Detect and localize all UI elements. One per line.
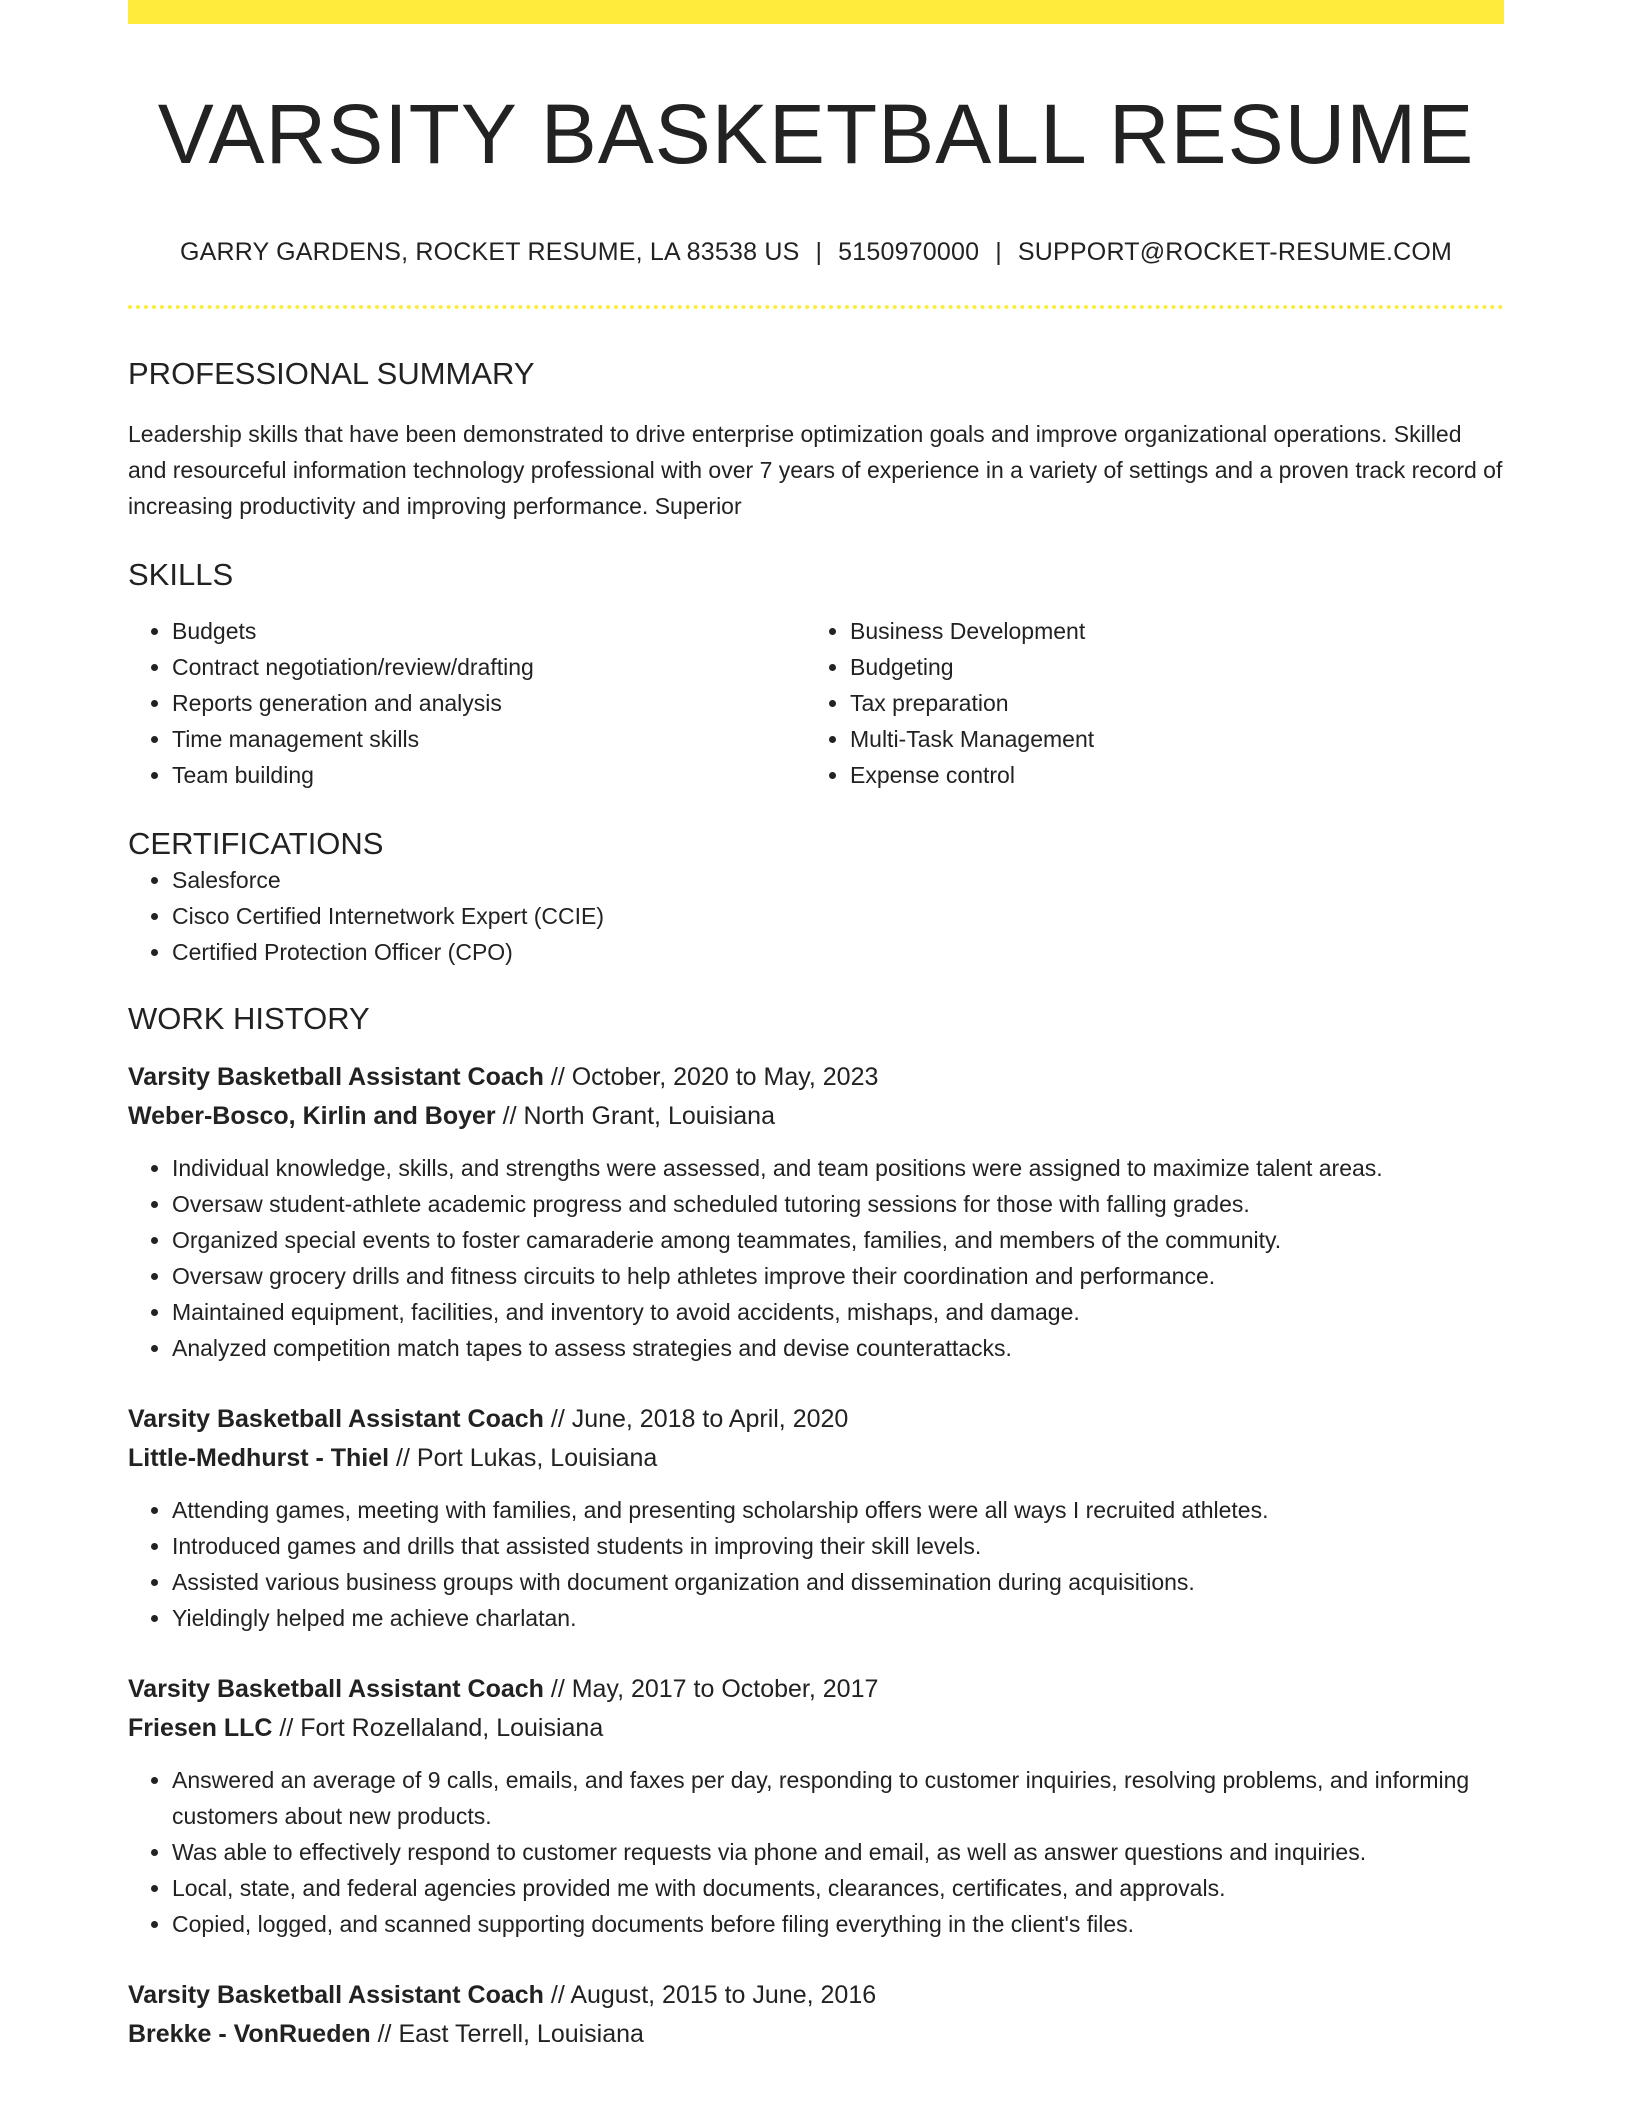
job-bullets — [128, 1492, 1504, 1636]
job-title: Varsity Basketball Assistant Coach — [128, 1404, 544, 1433]
job-bullet: • Organized special events to foster camaraderie among teammates, families, and members of the community. — [172, 1222, 1504, 1258]
job-company: Weber-Bosco, Kirlin and Boyer — [128, 1101, 496, 1130]
job-title-line — [128, 1976, 1504, 2015]
certification-item: • Salesforce — [172, 862, 1504, 898]
skills-heading: SKILLS — [128, 556, 234, 592]
job-bullet: • Analyzed competition match tapes to assess strategies and devise counterattacks. — [172, 1330, 1504, 1366]
skills-grid — [128, 613, 1504, 793]
job-location: // North Grant, Louisiana — [495, 1101, 775, 1130]
job-company: Brekke - VonRueden — [128, 2019, 371, 2048]
job-bullet: • Maintained equipment, facilities, and inventory to avoid accidents, mishaps, and damage. — [172, 1294, 1504, 1330]
job-location: // East Terrell, Louisiana — [370, 2019, 644, 2048]
accent-top-bar — [128, 0, 1504, 24]
job-bullet: • Oversaw student-athlete academic progress and scheduled tutoring sessions for those with falling grades. — [172, 1186, 1504, 1222]
contact-email: SUPPORT@ROCKET-RESUME.COM — [1017, 237, 1453, 266]
contact-separator: | — [815, 237, 823, 266]
skill-item: • Budgets — [172, 613, 806, 649]
certifications-list — [128, 862, 1504, 970]
certifications-heading: CERTIFICATIONS — [128, 826, 384, 862]
job-company-line — [128, 1439, 1504, 1478]
work-history-heading: WORK HISTORY — [128, 1001, 370, 1037]
job-bullet: • Assisted various business groups with document organization and dissemination during acquisitions. — [172, 1564, 1504, 1600]
job-bullet: • Yieldingly helped me achieve charlatan. — [172, 1600, 1504, 1636]
job-location: // Port Lukas, Louisiana — [389, 1443, 658, 1472]
contact-separator: | — [995, 237, 1002, 266]
job-title: Varsity Basketball Assistant Coach — [128, 1674, 544, 1703]
job-title: Varsity Basketball Assistant Coach — [128, 1980, 544, 2009]
job-bullet: • Copied, logged, and scanned supporting documents before filing everything in the client's files. — [172, 1906, 1504, 1942]
certification-item: • Certified Protection Officer (CPO) — [172, 934, 1504, 970]
resume-title: VARSITY BASKETBALL RESUME — [157, 87, 1475, 181]
summary-heading: PROFESSIONAL SUMMARY — [128, 355, 535, 391]
job-dates: // October, 2020 to May, 2023 — [543, 1062, 879, 1091]
job-dates: // August, 2015 to June, 2016 — [543, 1980, 877, 2009]
summary-text: Leadership skills that have been demonstrated to drive enterprise optimization goals and improve organizational operations. Skilled and resourceful information technology professional with over 7 years of experience in a variety of settings and a proven track record of increasing productivity and improving performance. Superior — [128, 420, 1503, 519]
job-title-line — [128, 1058, 1504, 1097]
job-bullets — [128, 1150, 1504, 1366]
job-bullet: • Answered an average of 9 calls, emails, and faxes per day, responding to customer inquiries, resolving problems, and informing customers about new products. — [172, 1762, 1504, 1834]
job-entry — [128, 1400, 1504, 1636]
job-title: Varsity Basketball Assistant Coach — [128, 1062, 544, 1091]
job-bullet: • Introduced games and drills that assisted students in improving their skill levels. — [172, 1528, 1504, 1564]
job-company: Little-Medhurst - Thiel — [128, 1443, 390, 1472]
skill-item: • Budgeting — [850, 649, 1484, 685]
job-company-line — [128, 1709, 1504, 1748]
job-bullet: • Attending games, meeting with families, and presenting scholarship offers were all ways I recruited athletes. — [172, 1492, 1504, 1528]
dotted-divider — [128, 305, 1504, 309]
skill-item: • Expense control — [850, 757, 1484, 793]
contact-address: GARRY GARDENS, ROCKET RESUME, LA 83538 US — [179, 237, 800, 266]
job-company: Friesen LLC — [128, 1713, 273, 1742]
job-bullet: • Local, state, and federal agencies provided me with documents, clearances, certificates, and approvals. — [172, 1870, 1504, 1906]
job-company-line — [128, 1097, 1504, 1136]
skill-item: • Business Development — [850, 613, 1484, 649]
skill-item: • Multi-Task Management — [850, 721, 1484, 757]
skill-item: • Time management skills — [172, 721, 806, 757]
skills-left-list — [128, 613, 806, 793]
skill-item: • Tax preparation — [850, 685, 1484, 721]
skills-right-list — [806, 613, 1484, 793]
job-dates: // May, 2017 to October, 2017 — [543, 1674, 879, 1703]
contact-line — [128, 237, 1504, 267]
job-title-line — [128, 1400, 1504, 1439]
job-company-line — [128, 2015, 1504, 2054]
job-dates: // June, 2018 to April, 2020 — [543, 1404, 849, 1433]
contact-phone: 5150970000 — [838, 237, 980, 266]
job-title-line — [128, 1670, 1504, 1709]
job-location: // Fort Rozellaland, Louisiana — [272, 1713, 604, 1742]
job-entry — [128, 1976, 1504, 2054]
job-entry — [128, 1058, 1504, 1366]
certification-item: • Cisco Certified Internetwork Expert (CCIE) — [172, 898, 1504, 934]
skill-item: • Reports generation and analysis — [172, 685, 806, 721]
skill-item: • Team building — [172, 757, 806, 793]
job-bullet: • Individual knowledge, skills, and strengths were assessed, and team positions were assigned to maximize talent areas. — [172, 1150, 1504, 1186]
job-bullet: • Oversaw grocery drills and fitness circuits to help athletes improve their coordination and performance. — [172, 1258, 1504, 1294]
job-bullet: • Was able to effectively respond to customer requests via phone and email, as well as answer questions and inquiries. — [172, 1834, 1504, 1870]
skill-item: • Contract negotiation/review/drafting — [172, 649, 806, 685]
job-entry — [128, 1670, 1504, 1942]
resume-page — [128, 0, 1504, 2054]
job-bullets — [128, 1762, 1504, 1942]
